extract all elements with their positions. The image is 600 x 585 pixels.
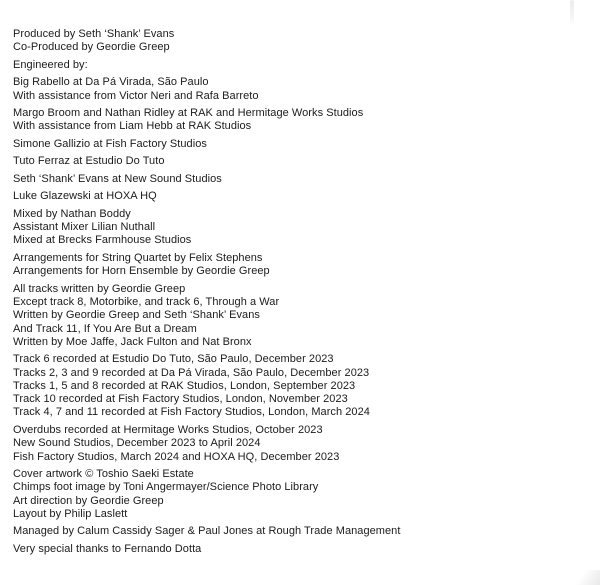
credits-paragraph [13, 208, 590, 248]
credits-paragraph [13, 525, 590, 538]
credits-line: Overdubs recorded at Hermitage Works Studios, October 2023 [13, 423, 323, 436]
credits-line: Assistant Mixer Lilian Nuthall [13, 221, 156, 234]
credits-paragraph [13, 283, 590, 349]
credits-line: Mixed at Brecks Farmhouse Studios [13, 234, 192, 247]
credits-line: Tracks 2, 3 and 9 recorded at Da Pá Virada, São Paulo, December 2023 [13, 366, 370, 379]
credits-line: Managed by Calum Cassidy Sager & Paul Jones at Rough Trade Management [13, 525, 401, 538]
credits-paragraph [13, 76, 590, 103]
scan-artifact-top-right [570, 0, 574, 26]
credits-line: Written by Moe Jaffe, Jack Fulton and Nat Bronx [13, 335, 252, 348]
credits-line: Mixed by Nathan Boddy [13, 207, 131, 220]
credits-line: Fish Factory Studios, March 2024 and HOXA HQ, December 2023 [13, 450, 340, 463]
credits-paragraph [13, 155, 590, 168]
credits-line: All tracks written by Geordie Greep [13, 282, 186, 295]
credits-line: Layout by Philip Laslett [13, 507, 128, 520]
credits-paragraph [13, 252, 590, 279]
credits-line: Written by Geordie Greep and Seth ‘Shank’ Evans [13, 309, 260, 322]
credits-line: Track 6 recorded at Estudio Do Tuto, São Paulo, December 2023 [13, 353, 334, 366]
credits-paragraph [13, 468, 590, 521]
credits-line: Art direction by Geordie Greep [13, 494, 164, 507]
credits-line: New Sound Studios, December 2023 to April 2024 [13, 437, 261, 450]
credits-line: Luke Glazewski at HOXA HQ [13, 190, 157, 203]
credits-paragraph [13, 107, 590, 134]
credits-line: Simone Gallizio at Fish Factory Studios [13, 137, 207, 150]
credits-line: Arrangements for Horn Ensemble by Geordie Greep [13, 265, 270, 278]
credits-line: With assistance from Victor Neri and Rafa Barreto [13, 89, 259, 102]
credits-line: Big Rabello at Da Pá Virada, São Paulo [13, 76, 209, 89]
credits-paragraph [13, 190, 590, 203]
credits-paragraph [13, 353, 590, 419]
credits-line: With assistance from Liam Hebb at RAK Studios [13, 120, 252, 133]
scan-artifact-bottom-right [564, 570, 600, 585]
credits-line: Track 10 recorded at Fish Factory Studios, London, November 2023 [13, 393, 348, 406]
credits-line: Chimps foot image by Toni Angermayer/Science Photo Library [13, 481, 319, 494]
credits-line: Except track 8, Motorbike, and track 6, Through a War [13, 295, 280, 308]
credits-line: And Track 11, If You Are But a Dream [13, 322, 197, 335]
credits-line: Margo Broom and Nathan Ridley at RAK and Hermitage Works Studios [13, 107, 364, 120]
credits-block [13, 28, 590, 560]
credits-paragraph [13, 173, 590, 186]
credits-line: Arrangements for String Quartet by Felix Stephens [13, 251, 263, 264]
credits-line: Produced by Seth ‘Shank’ Evans [13, 28, 175, 40]
credits-line: Cover artwork © Toshio Saeki Estate [13, 468, 194, 481]
credits-line: Engineered by: [13, 58, 88, 71]
credits-line: Very special thanks to Fernando Dotta [13, 542, 202, 555]
credits-line: Track 4, 7 and 11 recorded at Fish Factory Studios, London, March 2024 [13, 406, 370, 419]
credits-paragraph [13, 59, 590, 72]
credits-line: Tuto Ferraz at Estudio Do Tuto [13, 155, 165, 168]
credits-paragraph [13, 28, 590, 55]
credits-paragraph [13, 138, 590, 151]
credits-paragraph [13, 424, 590, 464]
credits-line: Seth ‘Shank’ Evans at New Sound Studios [13, 172, 222, 185]
credits-line: Co-Produced by Geordie Greep [13, 41, 170, 54]
credits-line: Tracks 1, 5 and 8 recorded at RAK Studios, London, September 2023 [13, 379, 356, 392]
credits-paragraph [13, 543, 590, 556]
